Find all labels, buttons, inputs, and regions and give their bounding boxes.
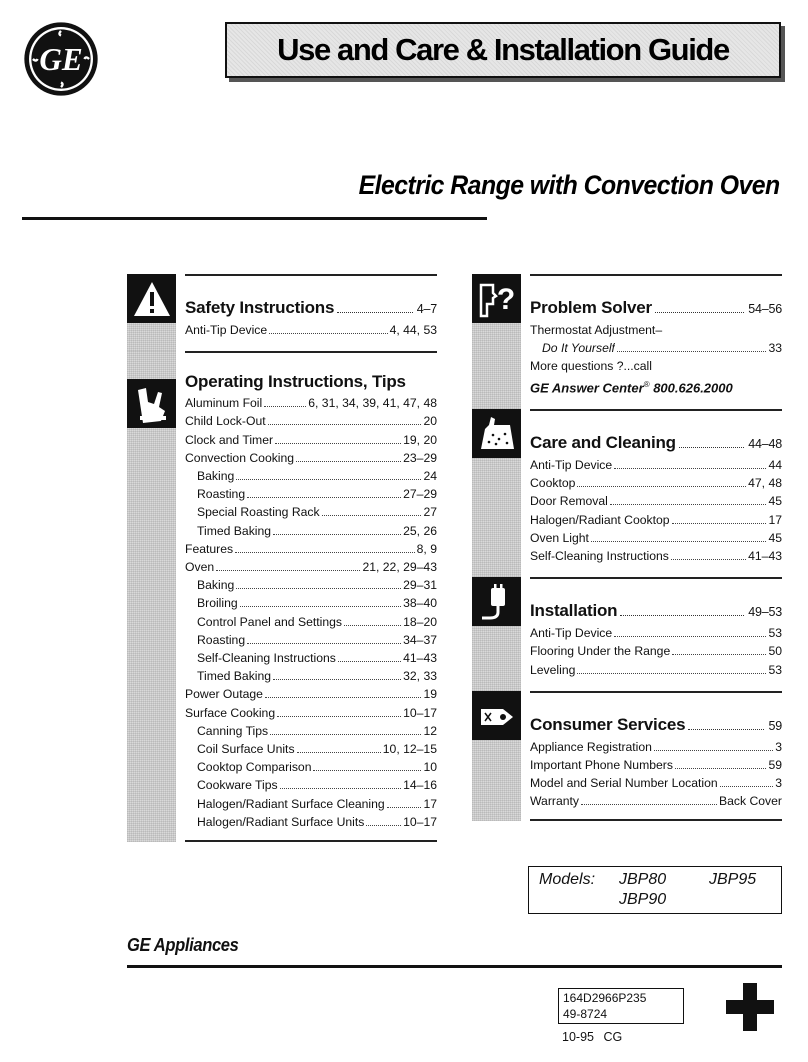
dot-leader [269, 333, 387, 334]
toc-entry [185, 722, 437, 740]
answer-center-phone: 800.626.2000 [653, 379, 733, 395]
toc-entry [185, 558, 437, 576]
entry-label: Clock and Timer [185, 432, 274, 447]
section-heading [530, 601, 782, 622]
entry-label: Do It Yourself [542, 341, 615, 356]
section-heading-text: Operating Instructions, Tips [185, 372, 406, 392]
footer-rule [127, 965, 782, 968]
left-column [127, 274, 437, 842]
toc-entry [530, 511, 782, 529]
models-label: Models: [539, 871, 596, 888]
entry-pages: 38–40 [403, 596, 437, 611]
dot-leader [277, 716, 401, 717]
tag-icon [472, 691, 521, 740]
entry-list [530, 456, 782, 565]
entry-label: Cooktop [530, 476, 576, 491]
dot-leader [581, 804, 717, 805]
section-pages: 54–56 [748, 302, 782, 316]
section-safety-instructions [127, 274, 437, 351]
entry-pages: 19 [423, 687, 437, 702]
dot-leader [313, 770, 421, 771]
entry-label: Flooring Under the Range [530, 644, 671, 659]
toc-entry [185, 594, 437, 612]
toc-entry [185, 467, 437, 485]
entry-label: Timed Baking [197, 523, 272, 538]
entry-pages: 23–29 [403, 450, 437, 465]
entry-label: Timed Baking [197, 669, 272, 684]
brand-name: GE Appliances [127, 935, 239, 955]
entry-pages: 19, 20 [403, 432, 437, 447]
entry-label: Special Roasting Rack [197, 505, 320, 520]
toc-entry [530, 661, 782, 679]
entry-label: Oven Light [530, 530, 589, 545]
toc-entry [185, 540, 437, 558]
toc-entry [185, 704, 437, 722]
dot-leader [344, 625, 401, 626]
dot-leader [610, 504, 767, 505]
entry-label: Warranty [530, 794, 579, 809]
section-problem-solver [472, 274, 782, 409]
toc-entry [530, 756, 782, 774]
dot-leader [591, 541, 766, 542]
entry-label: Anti-Tip Device [185, 323, 268, 337]
entry-pages: 25, 26 [403, 523, 437, 538]
entry-pages: 53 [768, 626, 782, 641]
entry-pages: 45 [768, 494, 782, 509]
sponge-icon [472, 409, 521, 458]
entry-pages: 34–37 [403, 632, 437, 647]
registration-cross-icon [726, 983, 774, 1031]
svg-text:?: ? [496, 282, 515, 316]
answer-center-line [530, 376, 782, 397]
toc-entry [185, 431, 437, 449]
toc-entry [185, 503, 437, 521]
entry-pages: 45 [768, 530, 782, 545]
right-column [472, 274, 782, 821]
toc-entry [185, 631, 437, 649]
section-consumer-services [472, 691, 782, 821]
entry-pages: 17 [423, 796, 437, 811]
dot-leader [614, 468, 766, 469]
section-operating-instructions [127, 351, 437, 842]
dot-leader [679, 447, 744, 448]
page-subtitle: Electric Range with Convection Oven [358, 170, 780, 200]
toc-entry [185, 667, 437, 685]
entry-pages: 4, 44, 53 [389, 323, 437, 337]
warning-icon [127, 274, 176, 323]
entry-pages: 29–31 [403, 578, 437, 593]
toc-entry [530, 456, 782, 474]
entry-list [185, 394, 437, 831]
entry-pages: 10 [423, 760, 437, 775]
toc-entry [530, 339, 782, 357]
dot-leader [247, 497, 401, 498]
section-heading-text: Safety Instructions [185, 298, 335, 317]
section-heading [185, 372, 437, 392]
toc-entry [185, 576, 437, 594]
dot-leader [338, 661, 401, 662]
entry-label: Leveling [530, 662, 576, 677]
dot-leader [296, 461, 401, 462]
dot-leader [672, 523, 767, 524]
toc-entry [185, 522, 437, 540]
entry-label: Convection Cooking [185, 450, 295, 465]
entry-pages: 47, 48 [748, 476, 782, 491]
toc-entry [185, 613, 437, 631]
entry-label: Anti-Tip Device [530, 457, 613, 472]
toc-entry: More questions ?...call [530, 359, 652, 374]
entry-pages: Back Cover [719, 794, 782, 809]
toc-entry [185, 795, 437, 813]
ge-logo [22, 20, 100, 98]
entry-label: Important Phone Numbers [530, 757, 673, 772]
toc-entry [185, 740, 437, 758]
header-rule [22, 217, 487, 220]
dot-leader [265, 697, 422, 698]
entry-label: Features [185, 541, 234, 556]
section-rule [530, 819, 782, 821]
dot-leader [297, 752, 381, 753]
page-title: Use and Care & Installation Guide [277, 32, 729, 67]
section-rule [530, 274, 782, 276]
section-pages: 49–53 [748, 605, 782, 620]
entry-pages: 41–43 [403, 651, 437, 666]
entry-list [530, 624, 782, 679]
section-rule [530, 577, 782, 579]
toc-entry [185, 758, 437, 776]
entry-label: Oven [185, 560, 215, 575]
entry-pages: 59 [768, 757, 782, 772]
dot-leader [688, 729, 764, 730]
entry-pages: 21, 22, 29–43 [362, 560, 437, 575]
toc-entry: Thermostat Adjustment– [530, 323, 663, 337]
toc-entry [530, 738, 782, 756]
section-pages: 44–48 [748, 436, 782, 451]
entry-label: Baking [197, 469, 235, 484]
entry-pages: 33 [768, 341, 782, 356]
dot-leader [216, 570, 360, 571]
part-number-box [558, 988, 684, 1024]
dot-leader [614, 636, 766, 637]
dot-leader [236, 588, 401, 589]
section-heading-text: Problem Solver [530, 298, 652, 317]
dot-leader [236, 479, 421, 480]
section-heading [530, 715, 782, 736]
toc-entry [185, 813, 437, 831]
models-box [528, 866, 782, 914]
dot-leader [235, 552, 415, 553]
entry-pages: 18–20 [403, 614, 437, 629]
section-rule [530, 409, 782, 411]
dot-leader [654, 750, 773, 751]
entry-pages: 53 [768, 662, 782, 677]
entry-label: Broiling [197, 596, 238, 611]
dot-leader [617, 351, 766, 352]
entry-pages: 50 [768, 644, 782, 659]
section-rule [530, 691, 782, 693]
entry-pages: 12 [423, 723, 437, 738]
entry-pages: 17 [768, 512, 782, 527]
part-number: 164D2966P235 [563, 991, 647, 1005]
entry-pages: 27 [423, 505, 437, 520]
toc-entry [530, 547, 782, 565]
toc-entry [530, 492, 782, 510]
entry-label: Self-Cleaning Instructions [530, 548, 669, 563]
entry-pages: 8, 9 [416, 541, 437, 556]
entry-pages: 44 [768, 457, 782, 472]
dot-leader [275, 443, 401, 444]
dot-leader [720, 786, 774, 787]
dot-leader [270, 734, 421, 735]
entry-label: Halogen/Radiant Surface Cleaning [197, 796, 385, 811]
dot-leader [366, 825, 401, 826]
section-pages: 4–7 [416, 302, 437, 316]
toc-entry [530, 624, 782, 642]
entry-label: Child Lock-Out [185, 414, 266, 429]
section-heading [185, 298, 437, 319]
entry-label: Power Outage [185, 687, 263, 702]
toc-entry [530, 774, 782, 792]
publication-number: 49-8724 [563, 1007, 608, 1021]
dot-leader [655, 312, 744, 313]
toc-entry [185, 485, 437, 503]
dot-leader [273, 679, 401, 680]
entry-label: Aluminum Foil [185, 396, 263, 411]
entry-pages: 6, 31, 34, 39, 41, 47, 48 [308, 396, 437, 411]
entry-pages: 32, 33 [403, 669, 437, 684]
entry-pages: 10, 12–15 [382, 742, 437, 757]
toc-entry [185, 412, 437, 430]
toc-entry [530, 474, 782, 492]
entry-label: Halogen/Radiant Surface Units [197, 814, 365, 829]
entry-label: Roasting [197, 487, 246, 502]
entry-list [530, 738, 782, 811]
date-code: 10-95 CG [562, 1030, 623, 1044]
section-rule [185, 351, 437, 353]
section-installation [472, 577, 782, 691]
question-head-icon [472, 274, 521, 323]
entry-label: Surface Cooking [185, 705, 276, 720]
section-pages: 59 [768, 718, 782, 733]
hand-knob-icon [127, 379, 176, 428]
entry-label: Coil Surface Units [197, 742, 295, 757]
model-number: JBP95 [709, 871, 757, 888]
title-banner [225, 22, 781, 78]
entry-pages: 10–17 [403, 705, 437, 720]
plug-icon [472, 577, 521, 626]
dot-leader [675, 768, 767, 769]
dot-leader [577, 673, 766, 674]
entry-label: Anti-Tip Device [530, 626, 613, 641]
entry-label: Baking [197, 578, 235, 593]
toc-entry [185, 394, 437, 412]
toc-entry [530, 792, 782, 810]
model-number: JBP80 [619, 871, 667, 888]
entry-label: Appliance Registration [530, 739, 652, 754]
dot-leader [322, 515, 422, 516]
section-heading [530, 433, 782, 454]
section-heading-text: Installation [530, 601, 618, 621]
logo-text: GE [39, 41, 83, 77]
entry-pages: 41–43 [748, 548, 782, 563]
dot-leader [671, 559, 746, 560]
dot-leader [268, 424, 422, 425]
dot-leader [620, 615, 744, 616]
entry-label: Cookware Tips [197, 778, 278, 793]
toc-entry [530, 642, 782, 660]
entry-label: Canning Tips [197, 723, 269, 738]
toc-entry [185, 449, 437, 467]
entry-pages: 10–17 [403, 814, 437, 829]
dot-leader [240, 606, 401, 607]
entry-pages: 24 [423, 469, 437, 484]
entry-label: Door Removal [530, 494, 608, 509]
toc-entry [185, 685, 437, 703]
dot-leader [280, 788, 402, 789]
section-heading-text: Consumer Services [530, 714, 686, 734]
section-care-and-cleaning [472, 409, 782, 577]
toc-entry [185, 649, 437, 667]
entry-pages: 14–16 [403, 778, 437, 793]
toc-entry [530, 529, 782, 547]
dot-leader [387, 807, 422, 808]
entry-label: Roasting [197, 632, 246, 647]
entry-pages: 27–29 [403, 487, 437, 502]
toc-entry [185, 321, 437, 339]
entry-label: Model and Serial Number Location [530, 776, 718, 791]
dot-leader [264, 406, 306, 407]
entry-pages: 3 [775, 739, 782, 754]
entry-label: Cooktop Comparison [197, 760, 312, 775]
entry-label: Halogen/Radiant Cooktop [530, 512, 670, 527]
toc-entry [185, 776, 437, 794]
entry-pages: 20 [423, 414, 437, 429]
dot-leader [273, 534, 401, 535]
dot-leader [577, 486, 746, 487]
answer-center-name: GE Answer Center [530, 379, 644, 395]
section-rule [185, 274, 437, 276]
section-rule [185, 840, 437, 842]
section-heading [530, 298, 782, 319]
entry-label: Self-Cleaning Instructions [197, 651, 336, 666]
entry-list [530, 321, 782, 397]
dot-leader [672, 654, 766, 655]
entry-pages: 3 [775, 776, 782, 791]
dot-leader [337, 312, 413, 313]
entry-list [185, 321, 437, 339]
model-number: JBP90 [619, 891, 667, 908]
section-heading-text: Care and Cleaning [530, 432, 676, 452]
registered-mark: ® [643, 379, 650, 389]
dot-leader [247, 643, 401, 644]
entry-label: Control Panel and Settings [197, 614, 342, 629]
